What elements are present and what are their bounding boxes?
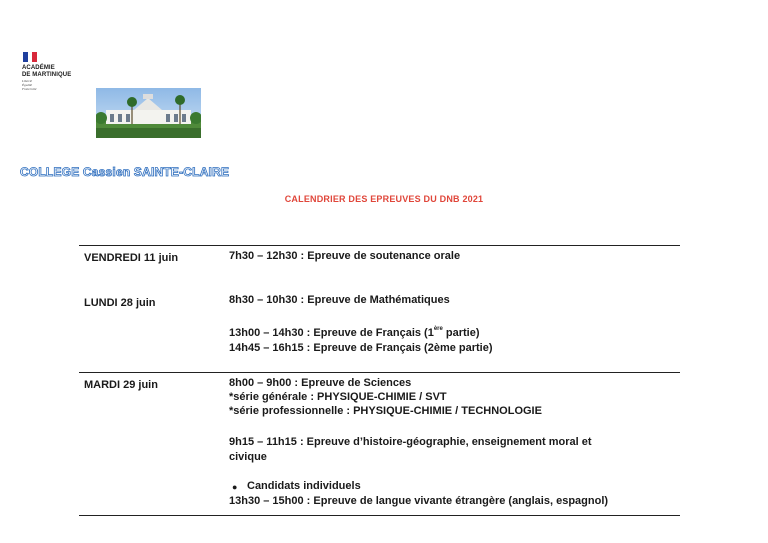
monday-line-2-sup: ère — [433, 326, 443, 332]
divider-bottom — [79, 515, 680, 516]
day-tuesday: MARDI 29 juin — [84, 379, 158, 391]
day-friday: VENDREDI 11 juin — [84, 252, 179, 264]
monday-line-2 — [229, 326, 480, 339]
academie-line2: DE MARTINIQUE — [22, 72, 72, 78]
friday-line-1: 7h30 – 12h30 : Epreuve de soutenance orale — [229, 250, 461, 262]
school-photo — [96, 88, 201, 138]
tuesday-line-6: 13h30 – 15h00 : Epreuve de langue vivante étrangère (anglais, espagnol) — [229, 495, 609, 507]
monday-line-2-start: 13h00 – 14h30 : Epreuve de Français (1 — [229, 327, 434, 339]
motto-egalite: Égalité — [22, 83, 33, 87]
motto-fraternite: Fraternité — [22, 87, 37, 91]
monday-line-1: 8h30 – 10h30 : Epreuve de Mathématiques — [229, 294, 450, 306]
french-flag-icon — [23, 52, 37, 62]
tuesday-line-3: *série professionnelle : PHYSIQUE-CHIMIE / TECHNOLOGIE — [229, 405, 542, 417]
academie-logo — [22, 52, 92, 91]
monday-line-3: 14h45 – 16h15 : Epreuve de Français (2ème partie) — [229, 342, 493, 354]
day-monday: LUNDI 28 juin — [84, 297, 156, 309]
motto-liberte: Liberté — [22, 79, 33, 83]
tuesday-line-5: civique — [229, 451, 267, 463]
tuesday-line-4: 9h15 – 11h15 : Epreuve d’histoire-géographie, enseignement moral et — [229, 436, 592, 448]
school-name: COLLEGE Cassien SAINTE-CLAIRE — [20, 165, 230, 179]
monday-line-2-end: partie) — [442, 327, 480, 339]
tuesday-bullet-item: Candidats individuels — [247, 480, 361, 492]
bullet-icon: ● — [232, 482, 238, 492]
calendar-title: CALENDRIER DES EPREUVES DU DNB 2021 — [284, 194, 484, 204]
divider-middle — [79, 372, 680, 373]
divider-top — [79, 245, 680, 246]
tuesday-line-1: 8h00 – 9h00 : Epreuve de Sciences — [229, 377, 412, 389]
tuesday-line-2: *série générale : PHYSIQUE-CHIMIE / SVT — [229, 391, 447, 403]
academie-line1: ACADÉMIE — [22, 65, 55, 71]
